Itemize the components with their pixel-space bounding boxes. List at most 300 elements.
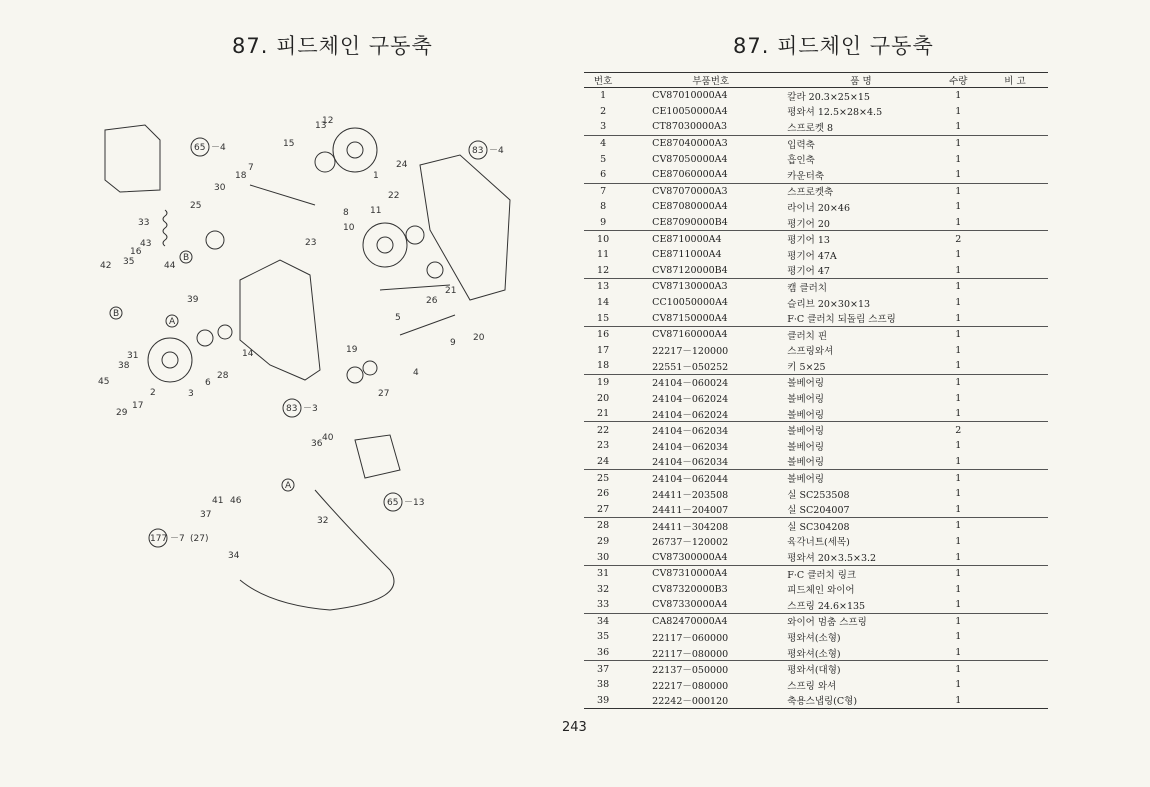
part-label: 5 — [395, 313, 401, 323]
table-row — [584, 279, 1048, 295]
diagram-svg — [90, 110, 530, 620]
row-quantity: 1 — [935, 693, 982, 709]
row-part-name: 스프링와셔 — [787, 346, 834, 358]
ref-b-1: B — [113, 309, 120, 319]
row-part-name: 평기어 13 — [787, 235, 830, 247]
part-label: 15 — [283, 139, 295, 149]
row-no: 10 — [597, 233, 610, 245]
row-quantity: 1 — [955, 153, 962, 165]
row-quantity: 1 — [955, 249, 962, 261]
header-part-number: 부품번호 — [622, 73, 769, 88]
row-part-number: CV87160000A4 — [652, 329, 728, 341]
callout-177-paren: (27) — [190, 534, 209, 544]
table-row — [584, 661, 1048, 677]
row-no: 32 — [597, 583, 610, 595]
row-no: 22 — [597, 424, 610, 436]
row-remarks — [982, 151, 1048, 167]
row-part-name: 볼베어링 — [787, 474, 825, 486]
row-part-name: 카운터축 — [769, 167, 934, 183]
part-label: 34 — [228, 551, 240, 561]
row-part-number: CV87010000A4 — [652, 90, 728, 102]
table-row — [584, 326, 1048, 342]
table-row — [584, 374, 1048, 390]
row-remarks — [982, 358, 1048, 374]
part-label: 33 — [138, 218, 150, 228]
row-part-name: 스프링 와셔 — [787, 680, 837, 692]
row-remarks — [982, 693, 1048, 709]
row-part-number: 22242－000120 — [622, 693, 769, 709]
row-part-number: 24104－062024 — [652, 394, 729, 406]
row-part-number: CE87040000A3 — [652, 138, 728, 150]
row-quantity: 1 — [955, 376, 962, 388]
row-remarks — [982, 231, 1048, 247]
part-label: 21 — [445, 286, 457, 296]
row-remarks — [982, 486, 1048, 502]
part-label: 25 — [190, 201, 202, 211]
table-row — [584, 119, 1048, 135]
page-number: 243 — [562, 720, 587, 735]
row-quantity: 1 — [935, 501, 982, 517]
row-quantity: 1 — [935, 119, 982, 135]
row-no: 16 — [597, 329, 610, 341]
row-part-number: 22117－080000 — [622, 645, 769, 661]
table-row — [584, 581, 1048, 597]
row-quantity: 1 — [955, 631, 962, 643]
table-header-row — [584, 73, 1048, 88]
row-no: 12 — [584, 263, 622, 279]
row-quantity: 1 — [935, 597, 982, 613]
part-label: 32 — [317, 516, 329, 526]
shaft-7 — [250, 185, 315, 205]
ref-a-1: A — [169, 317, 176, 327]
row-quantity: 1 — [955, 440, 962, 452]
table-row — [584, 470, 1048, 486]
part-label: 8 — [343, 208, 349, 218]
row-remarks — [982, 629, 1048, 645]
table-row — [584, 534, 1048, 550]
table-row — [584, 501, 1048, 517]
table-row — [584, 263, 1048, 279]
callout-83-4: 83 — [472, 146, 484, 156]
row-part-number: 24411－204007 — [622, 501, 769, 517]
callout-83-3-suffix: －3 — [303, 404, 318, 414]
part-label: 42 — [100, 261, 112, 271]
part-label: 10 — [343, 223, 355, 233]
row-part-name: 볼베어링 — [787, 426, 825, 438]
row-part-name: 흡인축 — [787, 155, 815, 167]
row-no: 5 — [600, 153, 607, 165]
part-label: 17 — [132, 401, 144, 411]
ref-b-2: B — [183, 253, 190, 263]
link-shape — [355, 435, 400, 478]
row-part-name: 스프로켓축 — [787, 187, 834, 199]
row-quantity: 1 — [935, 167, 982, 183]
row-part-name: 볼베어링 — [769, 406, 934, 422]
row-part-name: 평기어 47A — [787, 250, 837, 262]
row-part-name: 평기어 20 — [769, 215, 934, 231]
row-quantity: 1 — [955, 663, 962, 675]
part-label: 36 — [311, 439, 323, 449]
row-part-name: 스프링 24.6×135 — [769, 597, 934, 613]
row-part-number: CE8711000A4 — [652, 249, 722, 261]
row-part-number: 22117－060000 — [652, 632, 729, 644]
row-quantity: 1 — [955, 344, 962, 356]
row-remarks — [982, 661, 1048, 677]
row-no: 34 — [597, 615, 610, 627]
row-remarks — [982, 343, 1048, 359]
row-part-number: CV87150000A4 — [622, 310, 769, 326]
row-part-name: 칼라 20.3×25×15 — [787, 91, 870, 103]
row-no: 9 — [584, 215, 622, 231]
shaft-5 — [380, 285, 450, 290]
part-label: 40 — [322, 433, 334, 443]
row-quantity: 1 — [955, 105, 962, 117]
table-row — [584, 390, 1048, 406]
row-no: 11 — [597, 249, 610, 261]
row-remarks — [982, 279, 1048, 295]
part-label: 19 — [346, 345, 358, 355]
row-part-name: 평와셔 20×3.5×3.2 — [769, 549, 934, 565]
row-part-name: 축용스냅링(C형) — [769, 693, 934, 709]
row-no: 8 — [600, 201, 607, 213]
row-quantity: 1 — [955, 185, 962, 197]
part-number-labels — [98, 116, 485, 561]
gear-11-shape — [363, 223, 407, 267]
row-no: 30 — [584, 549, 622, 565]
table-row — [584, 231, 1048, 247]
row-part-name: 피드체인 와이어 — [787, 585, 855, 597]
row-quantity: 2 — [955, 233, 962, 245]
row-no: 17 — [597, 344, 610, 356]
row-quantity: 1 — [935, 215, 982, 231]
table-row — [584, 422, 1048, 438]
row-no: 38 — [597, 679, 610, 691]
left-page-title: 87. 피드체인 구동축 — [232, 34, 433, 58]
wire-shape — [240, 490, 394, 610]
row-part-name: 볼베어링 — [787, 378, 825, 390]
row-quantity: 1 — [955, 615, 962, 627]
part-label: 27 — [378, 389, 390, 399]
part-label: 20 — [473, 333, 485, 343]
row-quantity: 1 — [935, 358, 982, 374]
row-quantity: 1 — [955, 329, 962, 341]
table-row — [584, 677, 1048, 693]
housing-shape — [240, 260, 320, 380]
row-quantity: 1 — [935, 454, 982, 470]
row-part-number: CV87330000A4 — [622, 597, 769, 613]
table-row — [584, 518, 1048, 534]
row-part-name: 평와셔 12.5×28×4.5 — [787, 107, 883, 119]
row-remarks — [982, 119, 1048, 135]
table-row — [584, 199, 1048, 215]
exploded-parts-diagram — [90, 110, 530, 620]
row-part-number: 22137－050000 — [652, 665, 729, 677]
row-remarks — [982, 597, 1048, 613]
part-label: 39 — [187, 295, 199, 305]
row-no: 13 — [597, 281, 610, 293]
table-row — [584, 613, 1048, 629]
row-no: 2 — [600, 105, 607, 117]
gear-12-shape — [333, 128, 377, 172]
callout-65-13: 65 — [387, 498, 399, 508]
row-no: 28 — [597, 520, 610, 532]
table-row — [584, 343, 1048, 359]
part-label: 23 — [305, 238, 317, 248]
row-quantity: 1 — [955, 472, 962, 484]
table-row — [584, 88, 1048, 104]
row-remarks — [982, 263, 1048, 279]
row-part-name: 클러치 핀 — [787, 330, 828, 342]
row-no: 25 — [597, 472, 610, 484]
row-no: 23 — [597, 440, 610, 452]
part-label: 6 — [205, 378, 211, 388]
row-remarks — [982, 199, 1048, 215]
row-no: 31 — [597, 568, 610, 580]
row-remarks — [982, 565, 1048, 581]
callout-83-4-suffix: －4 — [489, 146, 504, 156]
row-quantity: 1 — [935, 549, 982, 565]
row-remarks — [982, 215, 1048, 231]
row-no: 3 — [584, 119, 622, 135]
part-label: 30 — [214, 183, 226, 193]
row-part-name: 실 SC304208 — [787, 521, 850, 533]
part-label: 18 — [235, 171, 247, 181]
sprocket-shape — [148, 338, 192, 382]
row-part-number: 22217－120000 — [652, 346, 729, 358]
row-quantity: 1 — [935, 645, 982, 661]
row-no: 1 — [600, 90, 607, 102]
part-label: 28 — [217, 371, 229, 381]
table-row — [584, 135, 1048, 151]
row-no: 26 — [597, 488, 610, 500]
part-label: 46 — [230, 496, 242, 506]
row-no: 7 — [600, 185, 607, 197]
row-remarks — [982, 613, 1048, 629]
table-row — [584, 549, 1048, 565]
row-no: 14 — [597, 297, 610, 309]
row-remarks — [982, 88, 1048, 104]
part-label: 1 — [373, 171, 379, 181]
row-part-name: F·C 클러치 되돌림 스프링 — [769, 310, 934, 326]
row-remarks — [982, 310, 1048, 326]
row-quantity: 1 — [935, 406, 982, 422]
header-no: 번호 — [584, 73, 622, 88]
row-quantity: 1 — [955, 679, 962, 691]
table-row — [584, 454, 1048, 470]
right-page-title: 87. 피드체인 구동축 — [733, 34, 934, 58]
row-part-number: 24104－062034 — [622, 454, 769, 470]
header-remarks: 비 고 — [982, 73, 1048, 88]
row-quantity: 1 — [955, 138, 962, 150]
row-part-name: 슬리브 20×30×13 — [787, 298, 871, 310]
row-remarks — [982, 374, 1048, 390]
table-row — [584, 693, 1048, 709]
row-part-name: 와이어 멈춤 스프링 — [787, 617, 867, 629]
row-part-number: CV87050000A4 — [652, 153, 728, 165]
row-part-name: F·C 클러치 링크 — [787, 569, 857, 581]
row-part-name: 라이너 20×46 — [787, 202, 850, 214]
row-remarks — [982, 645, 1048, 661]
row-quantity: 1 — [955, 568, 962, 580]
row-part-number: CE87060000A4 — [622, 167, 769, 183]
part-label: 26 — [426, 296, 438, 306]
row-quantity: 1 — [955, 520, 962, 532]
row-no: 6 — [584, 167, 622, 183]
callout-65-13-suffix: －13 — [404, 498, 425, 508]
row-remarks — [982, 581, 1048, 597]
callout-83-3: 83 — [286, 404, 298, 414]
row-quantity: 1 — [955, 488, 962, 500]
row-quantity: 1 — [955, 583, 962, 595]
row-part-number: CV87320000B3 — [652, 583, 728, 595]
row-no: 24 — [584, 454, 622, 470]
row-part-number: CV87310000A4 — [652, 568, 728, 580]
row-no: 27 — [584, 501, 622, 517]
part-label: 3 — [188, 389, 194, 399]
parts-table — [584, 72, 1048, 709]
row-remarks — [982, 677, 1048, 693]
row-no: 37 — [597, 663, 610, 675]
row-remarks — [982, 406, 1048, 422]
row-no: 15 — [584, 310, 622, 326]
row-remarks — [982, 183, 1048, 199]
table-row — [584, 565, 1048, 581]
row-quantity: 2 — [955, 424, 962, 436]
row-part-name: 스프로켓 8 — [769, 119, 934, 135]
row-part-name: 키 5×25 — [769, 358, 934, 374]
row-remarks — [982, 295, 1048, 311]
part-label: 38 — [118, 361, 130, 371]
row-no: 21 — [584, 406, 622, 422]
row-quantity: 1 — [955, 392, 962, 404]
part-label: 9 — [450, 338, 456, 348]
part-label: 43 — [140, 239, 152, 249]
row-part-number: 26737－120002 — [652, 537, 729, 549]
table-row — [584, 247, 1048, 263]
row-quantity: 1 — [955, 90, 962, 102]
row-no: 35 — [597, 631, 610, 643]
row-part-number: 22551－050252 — [622, 358, 769, 374]
row-part-number: CV87120000B4 — [622, 263, 769, 279]
part-label: 41 — [212, 496, 224, 506]
table-row — [584, 104, 1048, 120]
row-remarks — [982, 167, 1048, 183]
row-no: 39 — [584, 693, 622, 709]
row-part-number: 24104－062044 — [652, 474, 729, 486]
row-part-number: CA82470000A4 — [652, 615, 728, 627]
row-remarks — [982, 470, 1048, 486]
row-no: 20 — [597, 392, 610, 404]
row-remarks — [982, 549, 1048, 565]
table-row — [584, 486, 1048, 502]
callout-65-4: 65 — [194, 143, 206, 153]
table-row — [584, 167, 1048, 183]
table-row — [584, 406, 1048, 422]
row-part-number: 24104－062024 — [622, 406, 769, 422]
part-label: 44 — [164, 261, 176, 271]
part-label: 7 — [248, 163, 254, 173]
row-part-name: 실 SC204007 — [769, 501, 934, 517]
row-remarks — [982, 454, 1048, 470]
row-part-number: CV87300000A4 — [622, 549, 769, 565]
ref-a-2: A — [285, 481, 292, 491]
callout-65-4-suffix: －4 — [211, 143, 226, 153]
row-part-number: 24411－304208 — [652, 521, 729, 533]
part-label: 4 — [413, 368, 419, 378]
row-part-number: 24104－062034 — [652, 426, 729, 438]
row-part-number: CC10050000A4 — [652, 297, 728, 309]
row-part-name: 입력축 — [787, 139, 815, 151]
row-quantity: 1 — [955, 201, 962, 213]
part-label: 31 — [127, 351, 139, 361]
spring-shape — [163, 210, 167, 246]
row-part-name: 평와셔(소형) — [787, 632, 841, 644]
part-label: 13 — [315, 121, 327, 131]
part-label: 22 — [388, 191, 400, 201]
row-remarks — [982, 326, 1048, 342]
part-label: 12 — [322, 116, 334, 126]
row-remarks — [982, 422, 1048, 438]
row-quantity: 1 — [955, 297, 962, 309]
table-row — [584, 310, 1048, 326]
row-part-number: CV87130000A3 — [652, 281, 728, 293]
part-label: 14 — [242, 349, 254, 359]
row-part-number: 24104－062034 — [652, 441, 729, 453]
table-row — [584, 183, 1048, 199]
header-quantity: 수량 — [935, 73, 982, 88]
row-quantity: 1 — [935, 263, 982, 279]
row-part-name: 캠 클러치 — [787, 282, 828, 294]
row-part-name: 볼베어링 — [769, 454, 934, 470]
row-part-name: 평와셔(대형) — [787, 665, 841, 677]
row-part-name: 평기어 47 — [769, 263, 934, 279]
part-label: 29 — [116, 408, 128, 418]
bracket-shape — [105, 125, 160, 192]
table-row — [584, 215, 1048, 231]
row-part-number: CE87080000A4 — [652, 201, 728, 213]
part-label: 37 — [200, 510, 212, 520]
callout-177: 177 — [150, 534, 168, 544]
row-part-number: CV87070000A3 — [652, 185, 728, 197]
row-part-name: 평와셔(소형) — [769, 645, 934, 661]
row-part-number: CT87030000A3 — [622, 119, 769, 135]
row-remarks — [982, 135, 1048, 151]
row-remarks — [982, 104, 1048, 120]
row-no: 33 — [584, 597, 622, 613]
row-no: 29 — [597, 535, 610, 547]
row-part-name: 육각너트(세목) — [787, 537, 850, 549]
row-quantity: 1 — [955, 535, 962, 547]
part-label: 16 — [130, 247, 142, 257]
row-no: 18 — [584, 358, 622, 374]
row-remarks — [982, 438, 1048, 454]
row-part-number: CE8710000A4 — [652, 233, 722, 245]
callout-177-suffix: －7 — [170, 534, 185, 544]
part-label: 11 — [370, 206, 382, 216]
row-no: 36 — [584, 645, 622, 661]
row-part-number: 22217－080000 — [652, 680, 729, 692]
shaft-4 — [400, 315, 455, 335]
row-no: 4 — [600, 138, 607, 150]
row-remarks — [982, 534, 1048, 550]
row-remarks — [982, 518, 1048, 534]
row-part-number: 24104－060024 — [652, 378, 729, 390]
table-row — [584, 295, 1048, 311]
row-remarks — [982, 247, 1048, 263]
table-row — [584, 358, 1048, 374]
row-part-number: CE87090000B4 — [622, 215, 769, 231]
table-row — [584, 645, 1048, 661]
